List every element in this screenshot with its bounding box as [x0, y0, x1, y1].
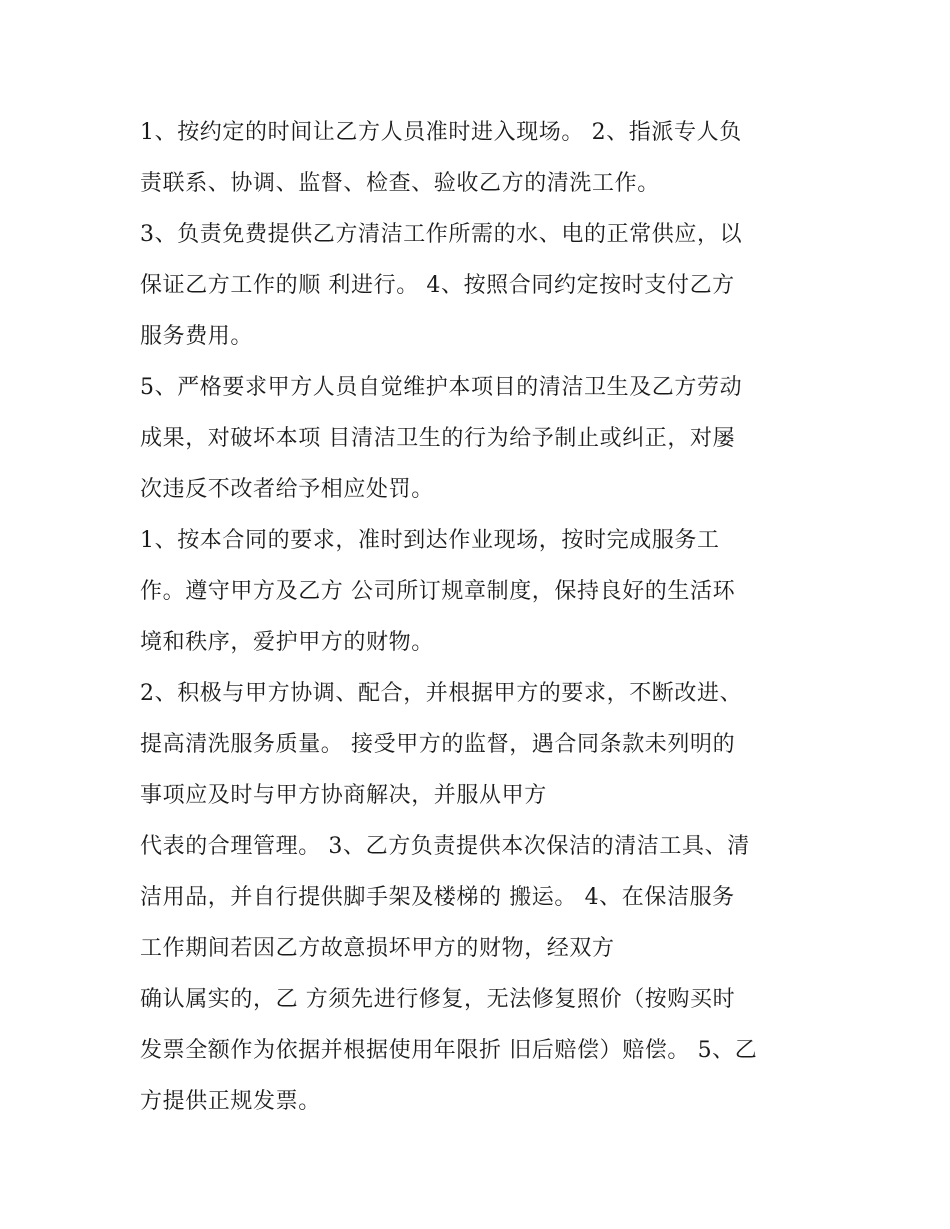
- contract-text: [140, 107, 830, 1127]
- text-line: 作。遵守甲方及乙方 公司所订规章制度，保持良好的生活环: [140, 579, 736, 604]
- text-line: 提高清洗服务质量。 接受甲方的监督，遇合同条款未列明的: [140, 732, 736, 757]
- text-line: 责联系、协调、监督、检查、验收乙方的清洗工作。: [140, 171, 660, 196]
- text-line: 1、按约定的时间让乙方人员准时进入现场。 2、指派专人负: [140, 120, 742, 145]
- text-line: 方提供正规发票。: [140, 1089, 321, 1114]
- text-line: 3、负责免费提供乙方清洁工作所需的水、电的正常供应，以: [140, 222, 743, 247]
- text-line: 1、按本合同的要求，准时到达作业现场，按时完成服务工: [140, 528, 720, 553]
- text-line: 保证乙方工作的顺 利进行。 4、按照合同约定按时支付乙方: [140, 273, 735, 298]
- text-line: 确认属实的，乙 方须先进行修复，无法修复照价（按购买时: [140, 987, 736, 1012]
- text-line: 工作期间若因乙方故意损坏甲方的财物，经双方: [140, 936, 615, 961]
- text-line: 服务费用。: [140, 324, 254, 349]
- text-line: 境和秩序，爱护甲方的财物。: [140, 630, 434, 655]
- text-line: 5、严格要求甲方人员自觉维护本项目的清洁卫生及乙方劳动: [140, 375, 743, 400]
- text-line: 成果，对破坏本项 目清洁卫生的行为给予制止或纠正，对屡: [140, 426, 736, 451]
- text-line: 事项应及时与甲方协商解决，并服从甲方: [140, 783, 547, 808]
- text-line: 洁用品，并自行提供脚手架及楼梯的 搬运。 4、在保洁服务: [140, 885, 735, 910]
- text-line: 2、积极与甲方协调、配合，并根据甲方的要求，不断改进、: [140, 681, 743, 706]
- text-line: 代表的合理管理。 3、乙方负责提供本次保洁的清洁工具、清: [140, 834, 750, 859]
- text-line: 发票全额作为依据并根据使用年限折 旧后赔偿）赔偿。 5、乙: [140, 1038, 758, 1063]
- text-line: 次违反不改者给予相应处罚。: [140, 477, 434, 502]
